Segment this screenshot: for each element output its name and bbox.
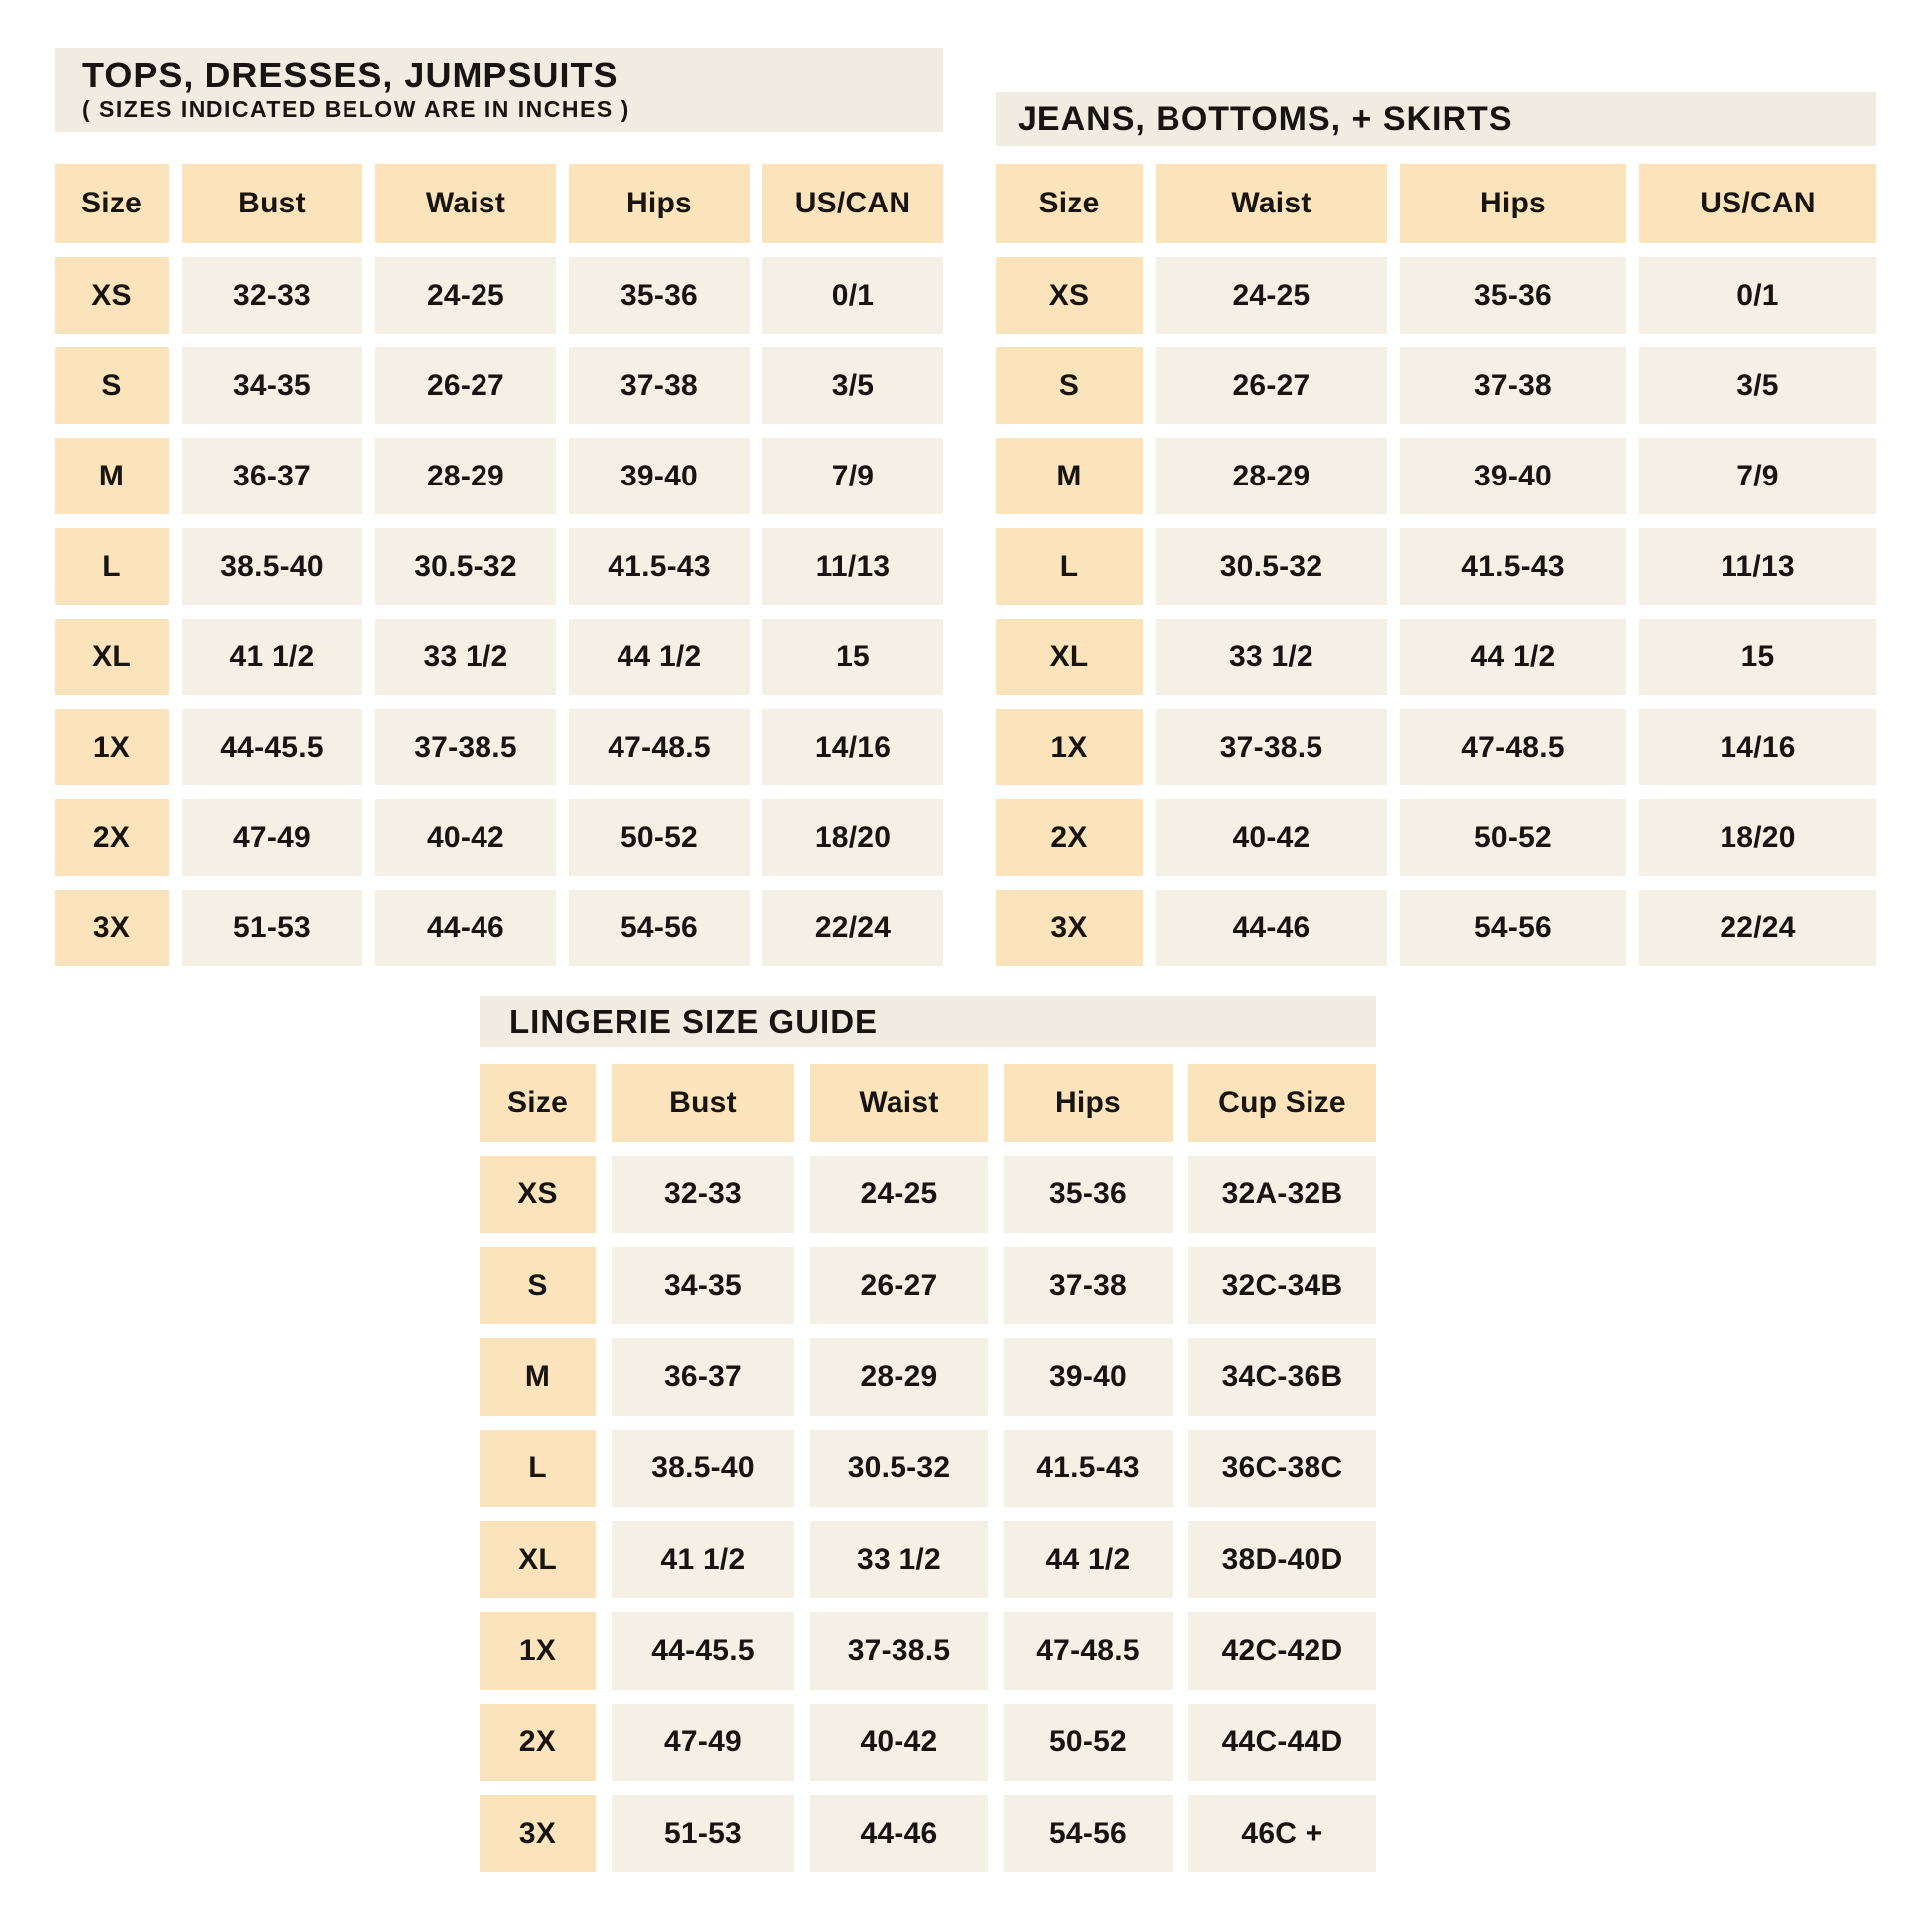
tops-row-m-bust: 36-37 [182, 438, 362, 514]
tops-dresses-jumpsuits-table [55, 48, 943, 966]
lingerie-row-xl-waist: 33 1/2 [810, 1521, 988, 1598]
lingerie-title-block [480, 996, 1376, 1047]
tops-row-2x-waist: 40-42 [375, 799, 556, 876]
tops-subtitle: ( SIZES INDICATED BELOW ARE IN INCHES ) [82, 96, 630, 123]
lingerie-row-2x-cup-size: 44C-44D [1188, 1704, 1376, 1781]
lingerie-row-s-size-label: S [480, 1247, 596, 1324]
jeans-row-2x-hips: 50-52 [1400, 799, 1626, 876]
jeans-row-2x-waist: 40-42 [1156, 799, 1387, 876]
lingerie-row-l-cup-size: 36C-38C [1188, 1430, 1376, 1507]
tops-row-l-hips: 41.5-43 [569, 528, 750, 605]
jeans-row-3x-us-can: 22/24 [1639, 890, 1876, 966]
jeans-grid [996, 164, 1876, 966]
jeans-row-s-size-label: S [996, 347, 1143, 424]
tops-row-l-size-label: L [55, 528, 169, 605]
tops-header-bust: Bust [182, 164, 362, 243]
tops-row-s-hips: 37-38 [569, 347, 750, 424]
lingerie-row-s-cup-size: 32C-34B [1188, 1247, 1376, 1324]
tops-row-1x-bust: 44-45.5 [182, 709, 362, 785]
lingerie-row-3x-bust: 51-53 [612, 1795, 794, 1872]
tops-row-l-us-can: 11/13 [762, 528, 943, 605]
lingerie-row-m-waist: 28-29 [810, 1338, 988, 1416]
jeans-row-xl-size-label: XL [996, 619, 1143, 695]
tops-row-l-waist: 30.5-32 [375, 528, 556, 605]
tops-row-s-bust: 34-35 [182, 347, 362, 424]
tops-title-block [55, 48, 943, 132]
lingerie-row-m-bust: 36-37 [612, 1338, 794, 1416]
jeans-row-xl-waist: 33 1/2 [1156, 619, 1387, 695]
lingerie-row-s-bust: 34-35 [612, 1247, 794, 1324]
lingerie-header-size: Size [480, 1064, 596, 1142]
jeans-row-1x-waist: 37-38.5 [1156, 709, 1387, 785]
tops-row-s-waist: 26-27 [375, 347, 556, 424]
lingerie-row-l-bust: 38.5-40 [612, 1430, 794, 1507]
jeans-row-xs-us-can: 0/1 [1639, 257, 1876, 334]
lingerie-row-s-waist: 26-27 [810, 1247, 988, 1324]
jeans-row-m-size-label: M [996, 438, 1143, 514]
lingerie-row-1x-cup-size: 42C-42D [1188, 1612, 1376, 1690]
tops-row-xl-bust: 41 1/2 [182, 619, 362, 695]
lingerie-row-1x-size-label: 1X [480, 1612, 596, 1690]
jeans-header-hips: Hips [1400, 164, 1626, 243]
lingerie-header-bust: Bust [612, 1064, 794, 1142]
tops-title: TOPS, DRESSES, JUMPSUITS [82, 54, 619, 95]
lingerie-row-l-size-label: L [480, 1430, 596, 1507]
tops-grid [55, 164, 943, 966]
tops-row-s-size-label: S [55, 347, 169, 424]
tops-header-hips: Hips [569, 164, 750, 243]
tops-row-m-us-can: 7/9 [762, 438, 943, 514]
lingerie-row-m-hips: 39-40 [1004, 1338, 1173, 1416]
tops-row-m-waist: 28-29 [375, 438, 556, 514]
jeans-row-2x-us-can: 18/20 [1639, 799, 1876, 876]
lingerie-row-2x-size-label: 2X [480, 1704, 596, 1781]
tops-header-waist: Waist [375, 164, 556, 243]
lingerie-row-xl-hips: 44 1/2 [1004, 1521, 1173, 1598]
lingerie-row-1x-waist: 37-38.5 [810, 1612, 988, 1690]
lingerie-row-3x-cup-size: 46C + [1188, 1795, 1376, 1872]
tops-header-us-can: US/CAN [762, 164, 943, 243]
lingerie-row-2x-hips: 50-52 [1004, 1704, 1173, 1781]
tops-row-3x-hips: 54-56 [569, 890, 750, 966]
jeans-title: JEANS, BOTTOMS, + SKIRTS [1018, 99, 1513, 138]
tops-row-xl-hips: 44 1/2 [569, 619, 750, 695]
jeans-row-1x-hips: 47-48.5 [1400, 709, 1626, 785]
tops-row-xs-bust: 32-33 [182, 257, 362, 334]
tops-header-size: Size [55, 164, 169, 243]
lingerie-header-cup-size: Cup Size [1188, 1064, 1376, 1142]
lingerie-row-2x-waist: 40-42 [810, 1704, 988, 1781]
jeans-row-m-hips: 39-40 [1400, 438, 1626, 514]
tops-row-xs-us-can: 0/1 [762, 257, 943, 334]
lingerie-row-2x-bust: 47-49 [612, 1704, 794, 1781]
lingerie-row-xl-bust: 41 1/2 [612, 1521, 794, 1598]
tops-row-1x-hips: 47-48.5 [569, 709, 750, 785]
tops-row-3x-waist: 44-46 [375, 890, 556, 966]
lingerie-row-1x-hips: 47-48.5 [1004, 1612, 1173, 1690]
lingerie-header-waist: Waist [810, 1064, 988, 1142]
tops-row-m-size-label: M [55, 438, 169, 514]
tops-row-xs-size-label: XS [55, 257, 169, 334]
lingerie-row-xs-size-label: XS [480, 1156, 596, 1233]
tops-row-2x-bust: 47-49 [182, 799, 362, 876]
jeans-row-s-waist: 26-27 [1156, 347, 1387, 424]
lingerie-row-xs-cup-size: 32A-32B [1188, 1156, 1376, 1233]
lingerie-row-1x-bust: 44-45.5 [612, 1612, 794, 1690]
jeans-row-3x-hips: 54-56 [1400, 890, 1626, 966]
jeans-row-xl-hips: 44 1/2 [1400, 619, 1626, 695]
tops-row-2x-size-label: 2X [55, 799, 169, 876]
jeans-row-l-waist: 30.5-32 [1156, 528, 1387, 605]
lingerie-row-l-waist: 30.5-32 [810, 1430, 988, 1507]
jeans-header-size: Size [996, 164, 1143, 243]
lingerie-title: LINGERIE SIZE GUIDE [509, 1002, 879, 1039]
lingerie-row-m-cup-size: 34C-36B [1188, 1338, 1376, 1416]
lingerie-row-xl-size-label: XL [480, 1521, 596, 1598]
lingerie-row-3x-waist: 44-46 [810, 1795, 988, 1872]
lingerie-row-3x-hips: 54-56 [1004, 1795, 1173, 1872]
lingerie-size-guide-table [480, 996, 1376, 1872]
tops-row-m-hips: 39-40 [569, 438, 750, 514]
jeans-header-waist: Waist [1156, 164, 1387, 243]
jeans-row-s-us-can: 3/5 [1639, 347, 1876, 424]
jeans-row-l-hips: 41.5-43 [1400, 528, 1626, 605]
tops-row-3x-size-label: 3X [55, 890, 169, 966]
jeans-row-xs-size-label: XS [996, 257, 1143, 334]
jeans-row-3x-waist: 44-46 [1156, 890, 1387, 966]
lingerie-row-xs-waist: 24-25 [810, 1156, 988, 1233]
jeans-row-1x-us-can: 14/16 [1639, 709, 1876, 785]
tops-row-1x-us-can: 14/16 [762, 709, 943, 785]
jeans-row-xl-us-can: 15 [1639, 619, 1876, 695]
jeans-header-us-can: US/CAN [1639, 164, 1876, 243]
lingerie-row-m-size-label: M [480, 1338, 596, 1416]
jeans-row-1x-size-label: 1X [996, 709, 1143, 785]
tops-row-3x-bust: 51-53 [182, 890, 362, 966]
jeans-row-2x-size-label: 2X [996, 799, 1143, 876]
tops-row-xs-waist: 24-25 [375, 257, 556, 334]
tops-row-1x-size-label: 1X [55, 709, 169, 785]
tops-row-2x-us-can: 18/20 [762, 799, 943, 876]
tops-row-xl-size-label: XL [55, 619, 169, 695]
lingerie-row-3x-size-label: 3X [480, 1795, 596, 1872]
jeans-title-block [996, 92, 1876, 146]
lingerie-row-xs-hips: 35-36 [1004, 1156, 1173, 1233]
tops-row-s-us-can: 3/5 [762, 347, 943, 424]
lingerie-row-l-hips: 41.5-43 [1004, 1430, 1173, 1507]
jeans-row-m-us-can: 7/9 [1639, 438, 1876, 514]
lingerie-header-hips: Hips [1004, 1064, 1173, 1142]
lingerie-grid [480, 1064, 1376, 1872]
tops-row-1x-waist: 37-38.5 [375, 709, 556, 785]
tops-row-xs-hips: 35-36 [569, 257, 750, 334]
tops-row-3x-us-can: 22/24 [762, 890, 943, 966]
jeans-row-l-size-label: L [996, 528, 1143, 605]
lingerie-row-xl-cup-size: 38D-40D [1188, 1521, 1376, 1598]
tops-row-l-bust: 38.5-40 [182, 528, 362, 605]
jeans-bottoms-skirts-table [996, 92, 1876, 966]
jeans-row-xs-waist: 24-25 [1156, 257, 1387, 334]
lingerie-row-s-hips: 37-38 [1004, 1247, 1173, 1324]
tops-row-2x-hips: 50-52 [569, 799, 750, 876]
jeans-row-l-us-can: 11/13 [1639, 528, 1876, 605]
jeans-row-m-waist: 28-29 [1156, 438, 1387, 514]
lingerie-row-xs-bust: 32-33 [612, 1156, 794, 1233]
tops-row-xl-us-can: 15 [762, 619, 943, 695]
jeans-row-s-hips: 37-38 [1400, 347, 1626, 424]
jeans-row-xs-hips: 35-36 [1400, 257, 1626, 334]
tops-row-xl-waist: 33 1/2 [375, 619, 556, 695]
jeans-row-3x-size-label: 3X [996, 890, 1143, 966]
